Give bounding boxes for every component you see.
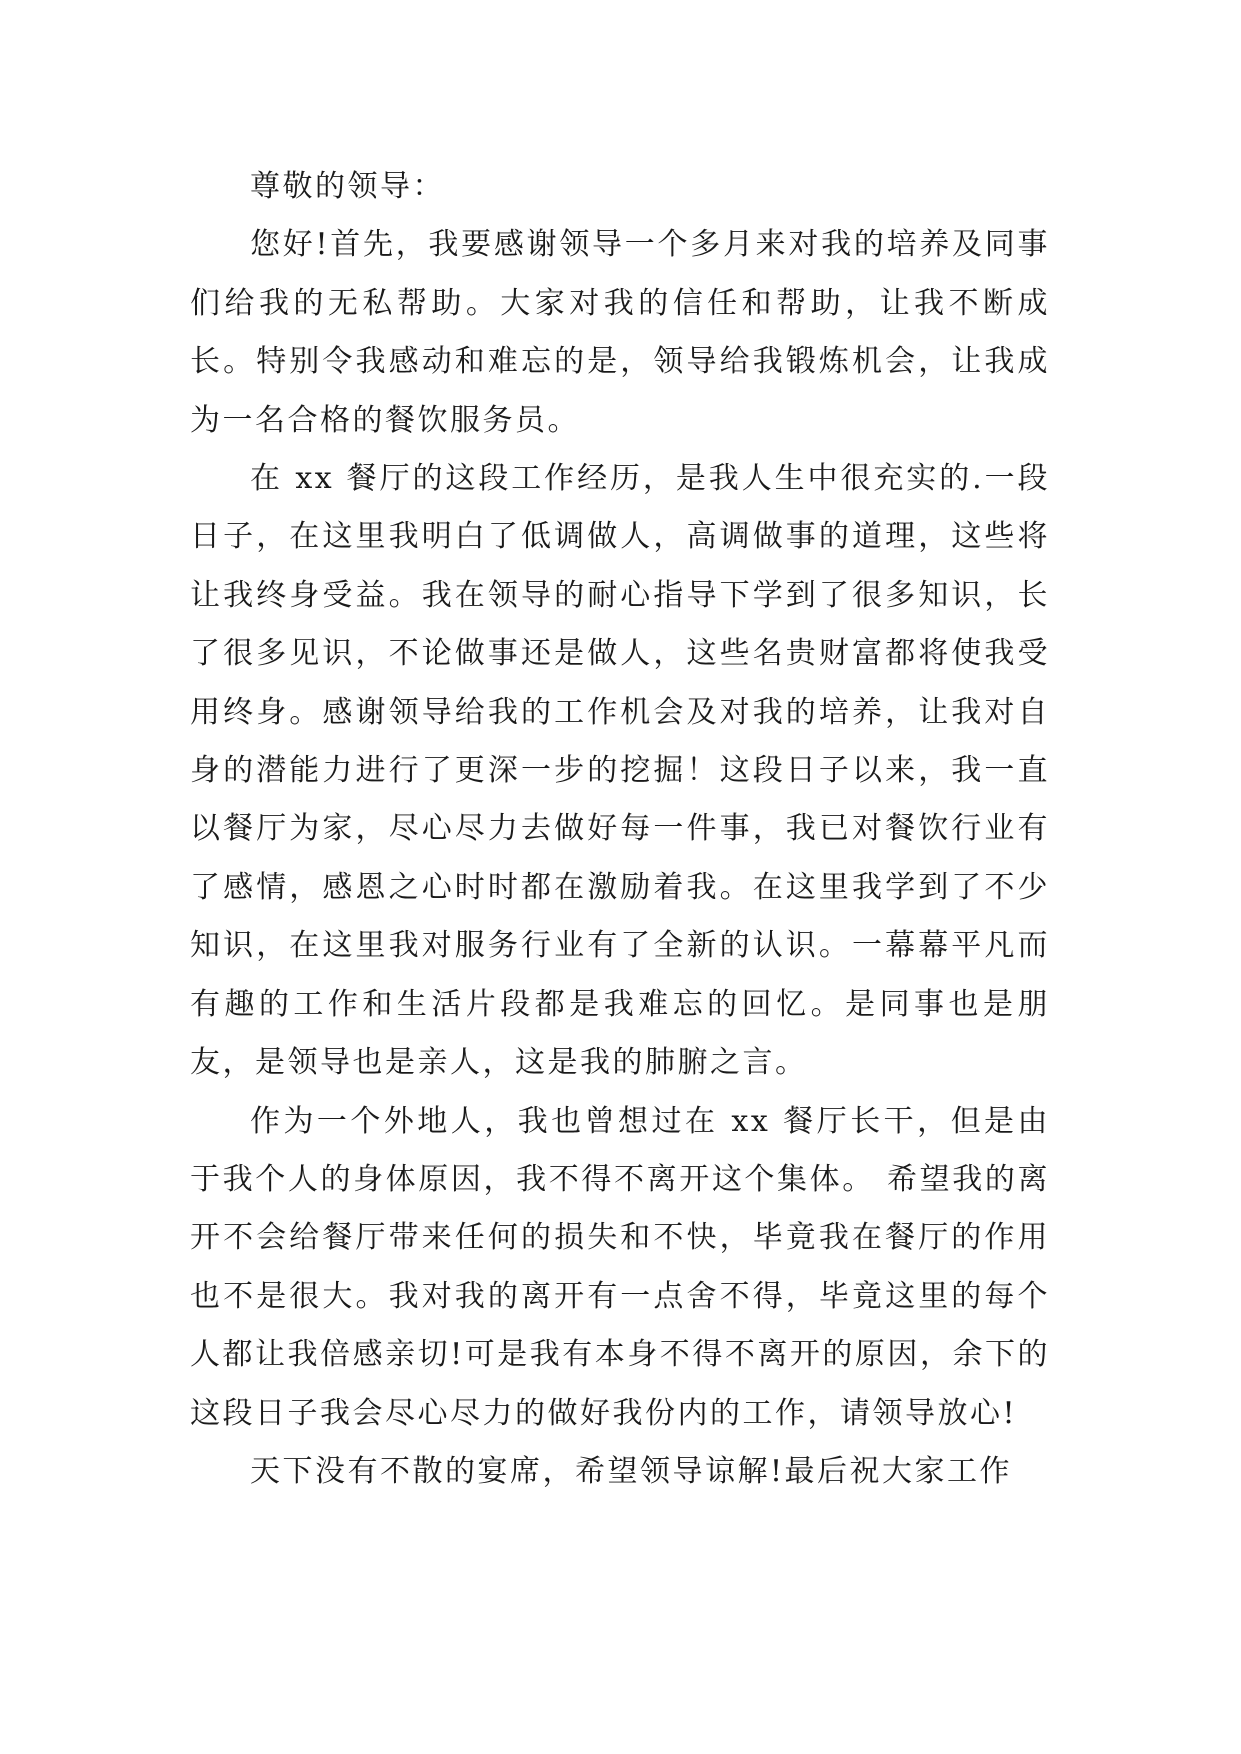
paragraph-3: 作为一个外地人，我也曾想过在 xx 餐厅长干，但是由于我个人的身体原因，我不得不离开这个集体。 希望我的离开不会给餐厅带来任何的损失和不快，毕竟我在餐厅的作用也不是很大。我对我的离开有一点舍不得，毕竟这里的每个人都让我倍感亲切!可是我有本身不得不离开的原因，余下的这段日子我会尽心尽力的做好我份内的工作，请领导放心!	[190, 1103, 1050, 1431]
paragraph-2: 在 xx 餐厅的这段工作经历，是我人生中很充实的.一段日子，在这里我明白了低调做人，高调做事的道理，这些将让我终身受益。我在领导的耐心指导下学到了很多知识，长了很多见识，不论做事还是做人，这些名贵财富都将使我受用终身。感谢领导给我的工作机会及对我的培养，让我对自身的潜能力进行了更深一步的挖掘！这段日子以来，我一直以餐厅为家，尽心尽力去做好每一件事，我已对餐饮行业有了感情，感恩之心时时都在激励着我。在这里我学到了不少知识，在这里我对服务行业有了全新的认识。一幕幕平凡而有趣的工作和生活片段都是我难忘的回忆。是同事也是朋友，是领导也是亲人，这是我的肺腑之言。	[190, 461, 1050, 1081]
paragraph-4: 天下没有不散的宴席，希望领导谅解!最后祝大家工作	[250, 1453, 1013, 1489]
paragraph-1: 您好!首先，我要感谢领导一个多月来对我的培养及同事们给我的无私帮助。大家对我的信任和帮助，让我不断成长。特别令我感动和难忘的是，领导给我锻炼机会，让我成为一名合格的餐饮服务员。	[190, 227, 1050, 438]
salutation: 尊敬的领导：	[250, 169, 445, 204]
letter-body	[190, 158, 1050, 1501]
